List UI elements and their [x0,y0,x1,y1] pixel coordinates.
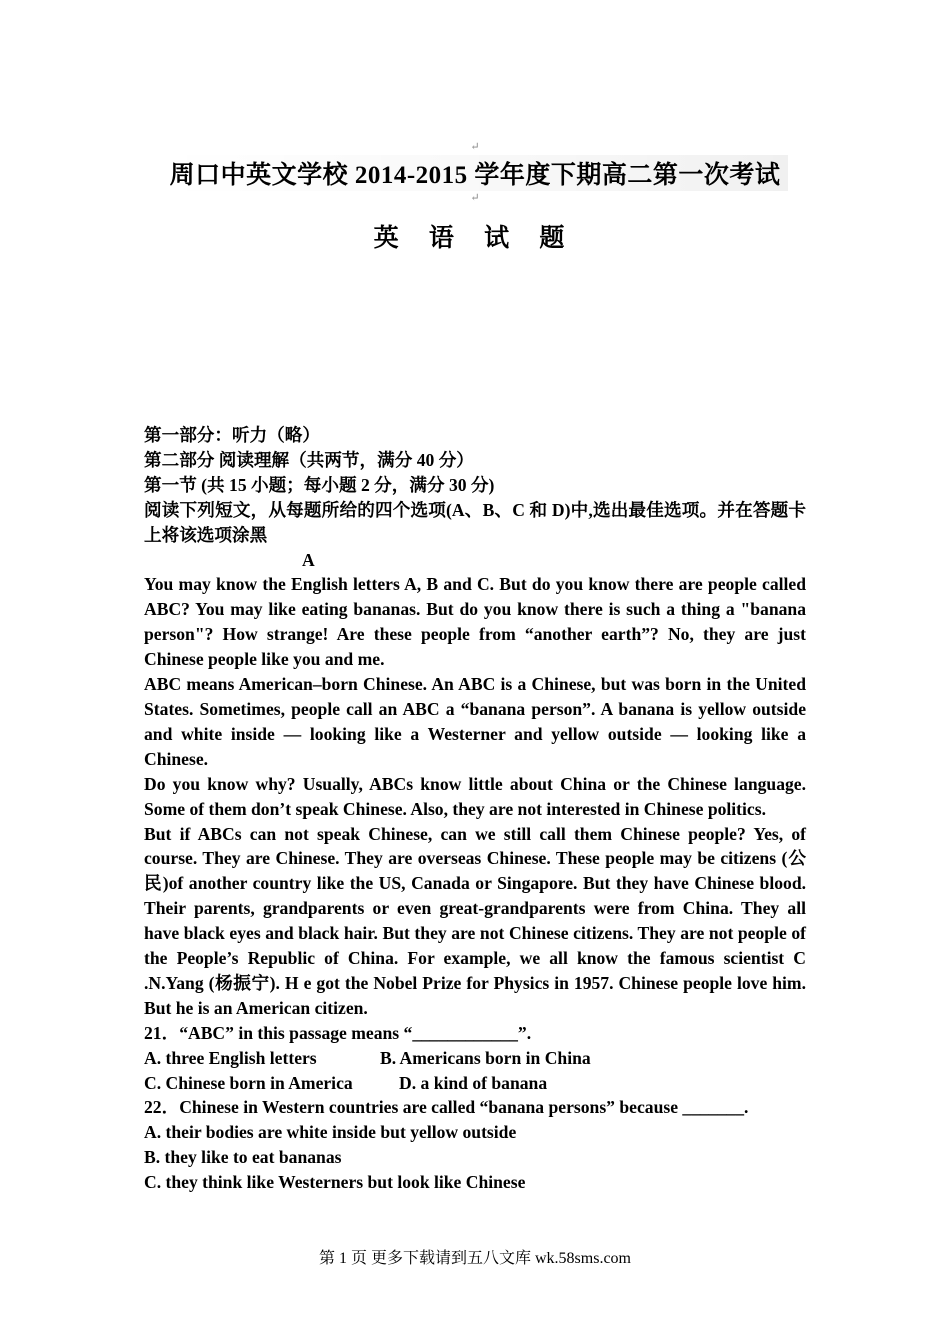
paragraph-mark: ↵ [470,141,480,153]
exam-body [144,423,806,1195]
question-option: C. Chinese born in America [144,1072,353,1093]
question-stem: 22．Chinese in Western countries are called “banana persons” because _______. [144,1097,749,1118]
option-row [144,1046,806,1071]
document-title: 周口中英文学校 2014-2015 学年度下期高二第一次考试 [162,155,789,191]
passage-paragraph: You may know the English letters A, B and C. But do you know there are people called ABC? You may like eating bananas. But do you know there is such a thing a "banana person"? How strange! Are these people from “another earth”? No, they are just Chinese people like you and me. [144,574,806,670]
question-stem: 21．“ABC” in this passage means “____________”. [144,1022,532,1043]
part1-heading: 第一部分：听力（略） [144,425,320,445]
paragraph-mark: ↵ [470,192,480,204]
header [0,140,950,254]
question-option: B. Americans born in China [380,1047,591,1068]
passage-paragraph: ABC means American–born Chinese. An ABC is a Chinese, but was born in the United States. Sometimes, people call an ABC a “banana person”. A banana is yellow outside and white inside — looking like a Westerner and yellow outside — looking like a Chinese. [144,674,806,769]
part2-heading: 第二部分 阅读理解（共两节，满分 40 分） [144,449,474,470]
option-row [144,1071,806,1096]
question-option: B. they like to eat bananas [144,1147,342,1168]
page-footer: 第 1 页 更多下载请到五八文库 wk.58sms.com [318,1250,631,1267]
passage-paragraph: Do you know why? Usually, ABCs know little about China or the Chinese language. Some of them don’t speak Chinese. Also, they are not interested in Chinese politics. [144,773,806,819]
question-option: A. three English letters [144,1047,317,1068]
document-subtitle: 英 语 试 题 [373,225,577,252]
question-option: A. their bodies are white inside but yellow outside [144,1122,517,1143]
instructions: 阅读下列短文，从每题所给的四个选项(A、B、C 和 D)中,选出最佳选项。并在答题卡上将该选项涂黑 [144,499,806,545]
passage-paragraph: But if ABCs can not speak Chinese, can we still call them Chinese people? Yes, of course. They are Chinese. They are overseas Chinese. These people may be citizens (公民)of another country like the US, Canada or Singapore. But they have Chinese blood. Their parents, grandparents or even great-grandparents were from China. They all have black eyes and black hair. But they are not Chinese citizens. They are not people of the People’s Republic of China. For example, we all know the famous scientist C .N.Yang (杨振宁). H e got the Nobel Prize for Physics in 1957. Chinese people love him. But he is an American citizen. [144,823,806,1018]
passage-label: A [302,549,315,570]
section1-heading: 第一节 (共 15 小题；每小题 2 分，满分 30 分) [144,474,495,495]
question-option: C. they think like Westerners but look like Chinese [144,1172,526,1193]
question-option: D. a kind of banana [399,1072,548,1093]
